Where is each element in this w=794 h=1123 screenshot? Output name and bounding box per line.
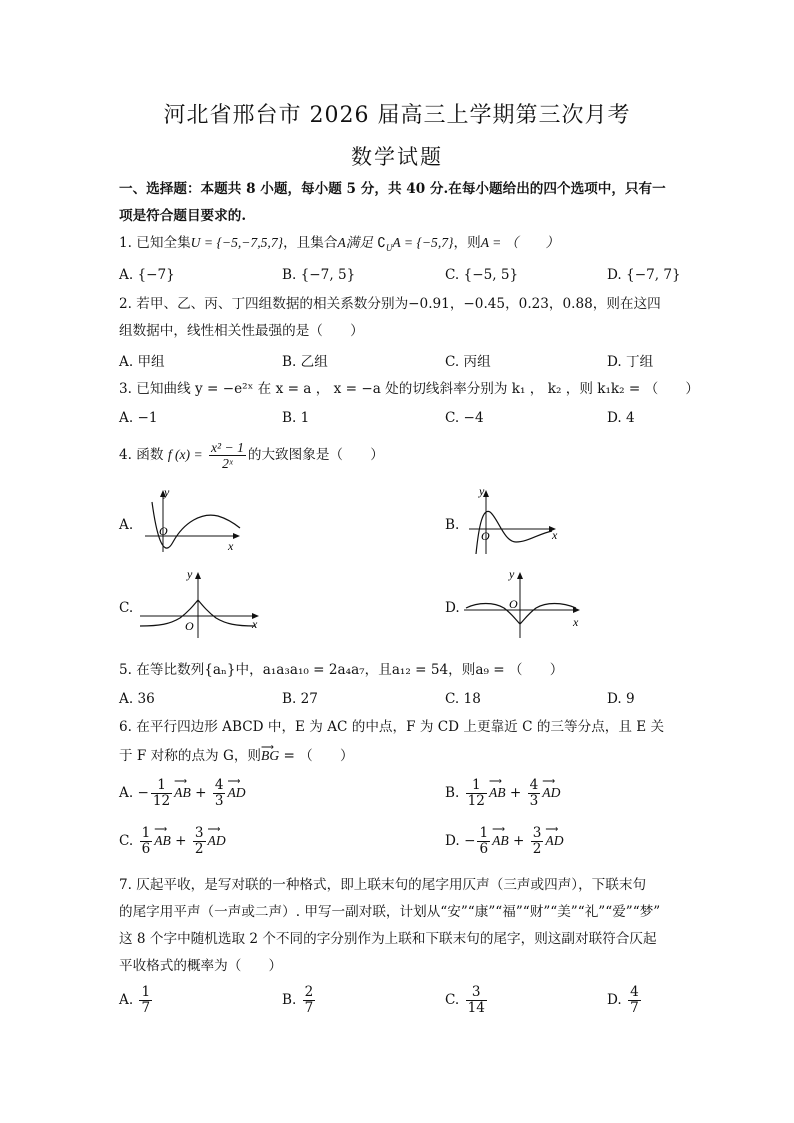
q2-option-b[interactable]: B. 乙组 bbox=[282, 354, 328, 370]
page-subtitle: 数学试题 bbox=[351, 145, 443, 169]
fraction bbox=[477, 826, 490, 857]
fraction bbox=[531, 826, 544, 857]
fraction-denominator: 2 bbox=[194, 841, 204, 857]
option-label: D. bbox=[445, 833, 465, 849]
option-label: A. bbox=[119, 992, 138, 1008]
fraction-numerator: 1 bbox=[466, 778, 487, 794]
fraction-numerator: 2 bbox=[304, 984, 314, 1000]
option-label: C. bbox=[445, 992, 464, 1008]
q7-option-c[interactable] bbox=[445, 985, 489, 1016]
q1-option-c[interactable]: C. {−5, 5} bbox=[445, 267, 519, 283]
graph-d-y-label: y bbox=[509, 567, 515, 581]
option-operator: + bbox=[190, 785, 211, 801]
q6-option-c[interactable] bbox=[119, 826, 226, 857]
fraction bbox=[213, 778, 226, 809]
question-6-text: 于 F 对称的点为 G，则 bbox=[119, 748, 262, 764]
fraction-numerator: 3 bbox=[194, 825, 204, 841]
option-sign: − bbox=[137, 785, 149, 801]
q4-option-c-label[interactable]: C. bbox=[119, 600, 134, 616]
vector-ab: ⟶ AB bbox=[489, 785, 506, 801]
fraction-denominator: 7 bbox=[141, 1000, 151, 1016]
question-7-stem-l3: 这 8 个字中随机选取 2 个不同的字分别作为上联和下联末句的尾字，则这副对联符合仄起 bbox=[119, 931, 657, 947]
q4-option-d-label[interactable]: D. bbox=[445, 600, 460, 616]
fraction-denominator: 12 bbox=[152, 793, 171, 809]
section-heading: 一、选择题：本题共 8 小题，每小题 5 分，共 40 分.在每小题给出的四个选项中，只有一 bbox=[119, 181, 666, 197]
fraction bbox=[140, 826, 153, 857]
fraction-denominator: 3 bbox=[529, 793, 539, 809]
function-name: f (x) = bbox=[167, 447, 203, 462]
q6-option-d[interactable] bbox=[445, 826, 564, 857]
graph-c-x-label: x bbox=[252, 617, 258, 631]
q1-option-b[interactable]: B. {−7, 5} bbox=[282, 267, 356, 283]
vector-ad: ⟶ AD bbox=[542, 785, 560, 801]
q4-graph-c[interactable] bbox=[140, 566, 265, 640]
fraction-numerator: 4 bbox=[214, 777, 224, 793]
vector-ab: ⟶ AB bbox=[154, 833, 171, 849]
vector-ad: ⟶ AD bbox=[227, 785, 245, 801]
vector-ab: ⟶ AB bbox=[174, 785, 191, 801]
fraction-numerator: 3 bbox=[466, 985, 487, 1001]
q7-option-d[interactable] bbox=[607, 985, 643, 1016]
question-1-text: 1. 已知全集 bbox=[119, 235, 191, 251]
fraction bbox=[528, 778, 541, 809]
q5-option-a[interactable]: A. 36 bbox=[119, 691, 155, 707]
option-label: B. bbox=[445, 785, 464, 801]
question-1-ask: A = （ ） bbox=[480, 235, 560, 250]
vector-bg: ⟶ BG bbox=[261, 747, 279, 765]
graph-d-x-label: x bbox=[573, 615, 579, 629]
question-5-stem: 5. 在等比数列{aₙ}中，a₁a₃a₁₀ = 2a₄a₇，且a₁₂ = 54，则a₉ = （ ） bbox=[119, 662, 564, 678]
question-1-universal-set: U = {−5,−7,5,7} bbox=[190, 235, 284, 250]
complement-subscript: U bbox=[385, 242, 393, 253]
fraction-denominator: 2 bbox=[532, 841, 542, 857]
q5-option-d[interactable]: D. 9 bbox=[607, 691, 635, 707]
page-title: 河北省邢台市 2026 届高三上学期第三次月考 bbox=[163, 103, 631, 128]
fraction-denominator: 6 bbox=[141, 841, 151, 857]
fraction-numerator: 4 bbox=[630, 984, 639, 1000]
q4-option-b-label[interactable]: B. bbox=[445, 517, 460, 533]
question-4-stem bbox=[119, 440, 384, 471]
option-label: B. bbox=[282, 992, 301, 1008]
vector-ad: ⟶ AD bbox=[545, 833, 563, 849]
option-operator: + bbox=[508, 833, 529, 849]
option-operator: + bbox=[170, 833, 191, 849]
graph-c-origin: O bbox=[185, 619, 194, 633]
question-7-stem-l2: 的尾字用平声（一声或二声）. 甲写一副对联，计划从“安”“康”“福”“财”“美”“礼”“爱”“梦” bbox=[119, 904, 661, 920]
question-2-stem: 2. 若甲、乙、丙、丁四组数据的相关系数分别为−0.91，−0.45，0.23，0.88，则在这四 bbox=[119, 296, 661, 312]
fraction-numerator: 3 bbox=[532, 825, 542, 841]
fraction bbox=[151, 778, 172, 809]
fraction bbox=[139, 985, 152, 1016]
q3-option-d[interactable]: D. 4 bbox=[607, 410, 635, 426]
fraction bbox=[303, 985, 316, 1016]
question-4-text: 的大致图象是（ ） bbox=[247, 447, 384, 463]
graph-b-x-label: x bbox=[552, 528, 558, 542]
q4-graph-d[interactable] bbox=[464, 566, 589, 640]
question-3-stem: 3. 已知曲线 y = −e²ˣ 在 x = a ， x = −a 处的切线斜率分别为 k₁ ， k₂ ，则 k₁k₂ = （ ） bbox=[119, 381, 700, 397]
fraction-denominator: 6 bbox=[479, 841, 489, 857]
fraction-numerator: 1 bbox=[141, 825, 151, 841]
section-heading-cont: 项是符合题目要求的. bbox=[119, 208, 247, 224]
complement-symbol: ∁ bbox=[377, 235, 386, 251]
graph-a-origin: O bbox=[159, 524, 168, 538]
fraction-denominator: 12 bbox=[467, 793, 485, 809]
fraction-denominator: 2ˣ bbox=[222, 456, 233, 471]
fraction-numerator: 1 bbox=[479, 825, 489, 841]
q5-option-b[interactable]: B. 27 bbox=[282, 691, 318, 707]
q4-graph-b[interactable] bbox=[464, 484, 564, 558]
q6-option-a[interactable] bbox=[119, 778, 246, 809]
question-1-text: A满足 bbox=[337, 235, 373, 250]
option-label: C. bbox=[119, 833, 138, 849]
option-sign: − bbox=[464, 833, 476, 849]
q2-option-c[interactable]: C. 丙组 bbox=[445, 354, 491, 370]
graph-b-origin: O bbox=[481, 529, 490, 543]
fraction bbox=[466, 778, 487, 809]
fraction bbox=[628, 985, 641, 1016]
vector-ad: ⟶ AD bbox=[208, 833, 226, 849]
vector-ab: ⟶ AB bbox=[492, 833, 509, 849]
q5-option-c[interactable]: C. 18 bbox=[445, 691, 481, 707]
question-6-stem-cont bbox=[119, 747, 354, 765]
fraction-numerator: 4 bbox=[529, 777, 539, 793]
q3-option-b[interactable]: B. 1 bbox=[282, 410, 310, 426]
question-1-complement-set: A = {−5,7} bbox=[392, 235, 454, 250]
q2-option-d[interactable]: D. 丁组 bbox=[607, 354, 654, 370]
q1-option-d[interactable]: D. {−7, 7} bbox=[607, 267, 681, 283]
fraction-denominator: 7 bbox=[630, 1000, 639, 1016]
question-1-text: ，且集合 bbox=[283, 235, 338, 251]
q6-option-b[interactable] bbox=[445, 778, 560, 809]
graph-a-x-label: x bbox=[228, 539, 234, 553]
fraction-numerator: 1 bbox=[141, 984, 151, 1000]
fraction-denominator: 3 bbox=[214, 793, 224, 809]
fraction-numerator: x² − 1 bbox=[210, 440, 244, 455]
fraction-denominator: 7 bbox=[304, 1000, 314, 1016]
question-1-stem bbox=[119, 234, 559, 258]
question-4-text: 4. 函数 bbox=[119, 447, 164, 463]
fraction-denominator: 14 bbox=[467, 1000, 485, 1016]
question-6-text: = （ ） bbox=[279, 748, 354, 764]
question-6-stem: 6. 在平行四边形 ABCD 中，E 为 AC 的中点，F 为 CD 上更靠近 C 的三等分点，且 E 关 bbox=[119, 719, 665, 735]
fraction bbox=[466, 985, 487, 1016]
option-label: A. bbox=[119, 785, 138, 801]
q7-option-a[interactable] bbox=[119, 985, 154, 1016]
function-fraction bbox=[209, 440, 246, 471]
question-2-stem-cont: 组数据中，线性相关性最强的是（ ） bbox=[119, 323, 364, 339]
fraction-numerator: 1 bbox=[151, 778, 172, 794]
q3-option-a[interactable]: A. −1 bbox=[119, 410, 158, 426]
option-operator: + bbox=[505, 785, 526, 801]
graph-c-y-label: y bbox=[187, 567, 193, 581]
graph-a-y-label: y bbox=[164, 485, 170, 499]
graph-d-origin: O bbox=[509, 597, 518, 611]
question-7-stem: 7. 仄起平收，是写对联的一种格式，即上联末句的尾字用仄声（三声或四声），下联末句 bbox=[119, 877, 647, 893]
q4-graph-a[interactable] bbox=[140, 484, 250, 556]
question-1-text: ，则 bbox=[453, 235, 481, 251]
graph-b-y-label: y bbox=[479, 484, 485, 498]
q1-option-a[interactable]: A. {−7} bbox=[119, 267, 175, 283]
q7-option-b[interactable] bbox=[282, 985, 317, 1016]
q4-option-a-label[interactable]: A. bbox=[119, 517, 134, 533]
q3-option-c[interactable]: C. −4 bbox=[445, 410, 484, 426]
question-7-stem-l4: 平收格式的概率为（ ） bbox=[119, 958, 283, 974]
fraction bbox=[193, 826, 206, 857]
q2-option-a[interactable]: A. 甲组 bbox=[119, 354, 165, 370]
option-label: D. bbox=[607, 992, 627, 1008]
